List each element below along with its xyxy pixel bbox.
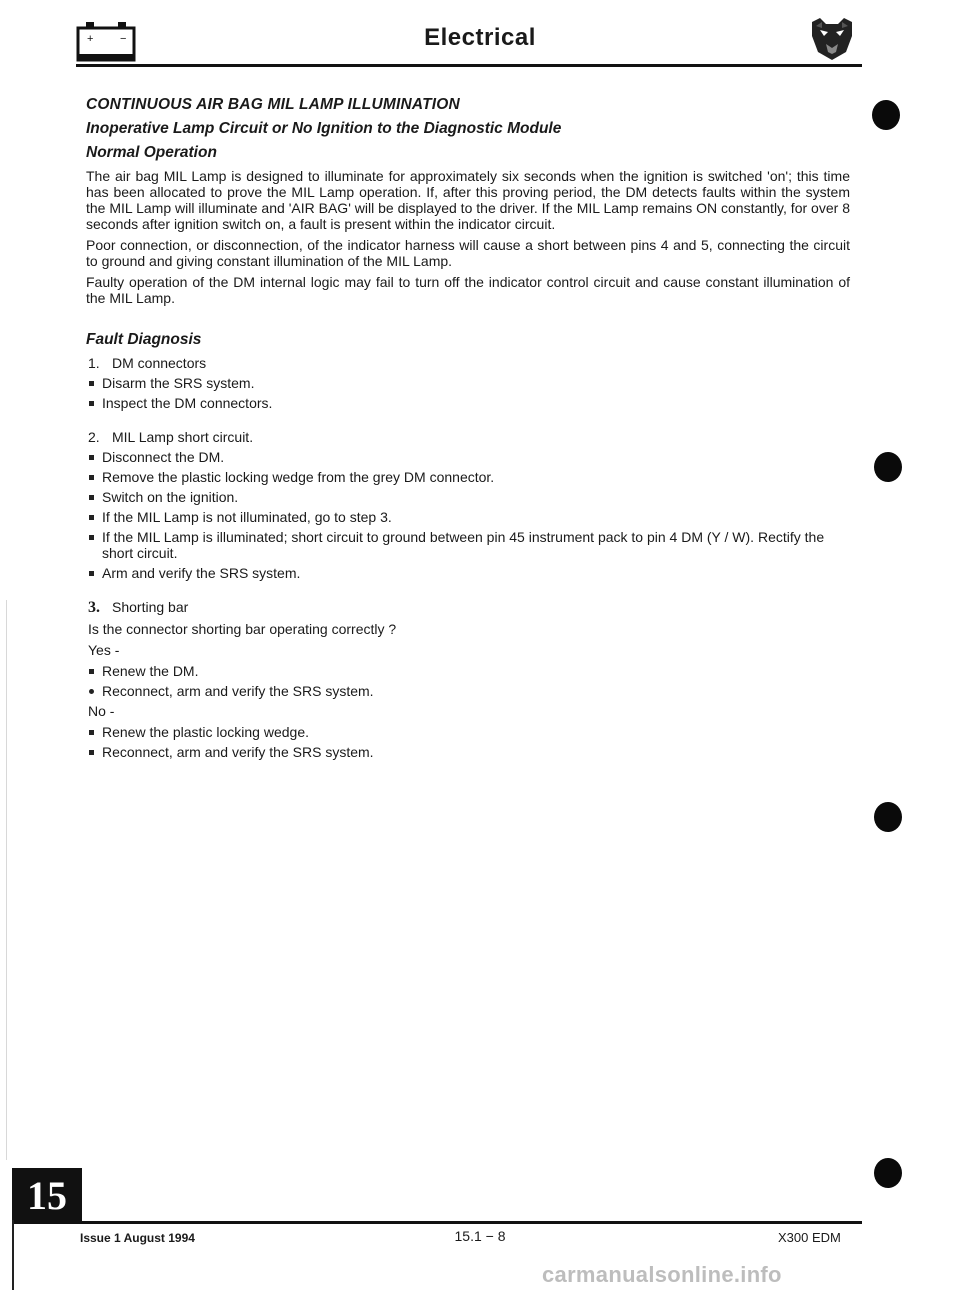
battery-plus: + <box>87 33 94 45</box>
battery-minus: − <box>120 33 127 45</box>
main-content <box>78 96 850 764</box>
header-rule <box>76 64 862 67</box>
list-item: Renew the DM. <box>88 663 850 679</box>
list-item: Arm and verify the SRS system. <box>88 565 850 581</box>
fault-diagnosis-heading: Fault Diagnosis <box>86 331 202 348</box>
scan-edge-line <box>6 600 7 1160</box>
paragraph: Poor connection, or disconnection, of the indicator harness will cause a short between pins 4 and 5, connecting the circuit to ground and giving constant illumination of the MIL Lamp. <box>86 237 850 269</box>
punch-hole <box>872 100 900 130</box>
page-header <box>0 0 960 70</box>
step-number: 1. <box>88 355 100 371</box>
step-1-heading <box>88 355 850 371</box>
list-item: Remove the plastic locking wedge from the grey DM connector. <box>88 469 850 485</box>
page-title: Electrical <box>424 24 536 51</box>
no-label: No - <box>88 703 115 719</box>
step-title: MIL Lamp short circuit. <box>112 429 254 445</box>
step-3-heading <box>88 599 850 617</box>
yes-label: Yes - <box>88 642 120 658</box>
punch-hole <box>874 452 902 482</box>
document-code: X300 EDM <box>778 1230 841 1245</box>
step-number: 2. <box>88 429 100 445</box>
list-item: If the MIL Lamp is not illuminated, go to step 3. <box>88 509 850 525</box>
list-item: Switch on the ignition. <box>88 489 850 505</box>
list-item: If the MIL Lamp is illuminated; short circuit to ground between pin 45 instrument pack to pin 4 DM (Y / W). Rectify the short circuit. <box>88 529 850 561</box>
footer-issue: Issue 1 August 1994 <box>80 1231 195 1245</box>
step-question: Is the connector shorting bar operating correctly ? <box>88 621 397 637</box>
punch-hole <box>874 802 902 832</box>
list-item: Reconnect, arm and verify the SRS system. <box>88 683 850 699</box>
watermark: carmanualsonline.info <box>542 1262 782 1287</box>
section-subtitle: Inoperative Lamp Circuit or No Ignition to the Diagnostic Module <box>86 120 562 137</box>
page-number: 15.1 − 8 <box>454 1228 506 1244</box>
paragraph: Faulty operation of the DM internal logic may fail to turn off the indicator control circuit and cause constant illumination of the MIL Lamp. <box>86 274 850 306</box>
step-title: DM connectors <box>112 355 207 371</box>
section-tab: 15 <box>12 1168 82 1224</box>
footer-rule <box>76 1221 862 1224</box>
paragraph: The air bag MIL Lamp is designed to illuminate for approximately six seconds when the ignition is switched 'on'; this time has been allocated to prove the MIL Lamp operation. If, after this proving period, the DM detects faults within the system the MIL Lamp will illuminate and 'AIR BAG' will be displayed to the driver. If the MIL Lamp remains ON constantly, for over 8 seconds after ignition switch on, a fault is present within the indicator circuit. <box>86 168 850 232</box>
step-number: 3. <box>88 599 100 616</box>
list-item: Disconnect the DM. <box>88 449 850 465</box>
step-title: Shorting bar <box>112 599 189 615</box>
step-2-heading <box>88 429 850 445</box>
normal-operation-heading: Normal Operation <box>86 144 217 161</box>
jaguar-head-logo <box>806 14 858 62</box>
list-item: Reconnect, arm and verify the SRS system. <box>88 744 850 760</box>
list-item: Inspect the DM connectors. <box>88 395 850 411</box>
section-title: CONTINUOUS AIR BAG MIL LAMP ILLUMINATION <box>86 96 460 113</box>
list-item: Disarm the SRS system. <box>88 375 850 391</box>
punch-hole <box>874 1158 902 1188</box>
list-item: Renew the plastic locking wedge. <box>88 724 850 740</box>
